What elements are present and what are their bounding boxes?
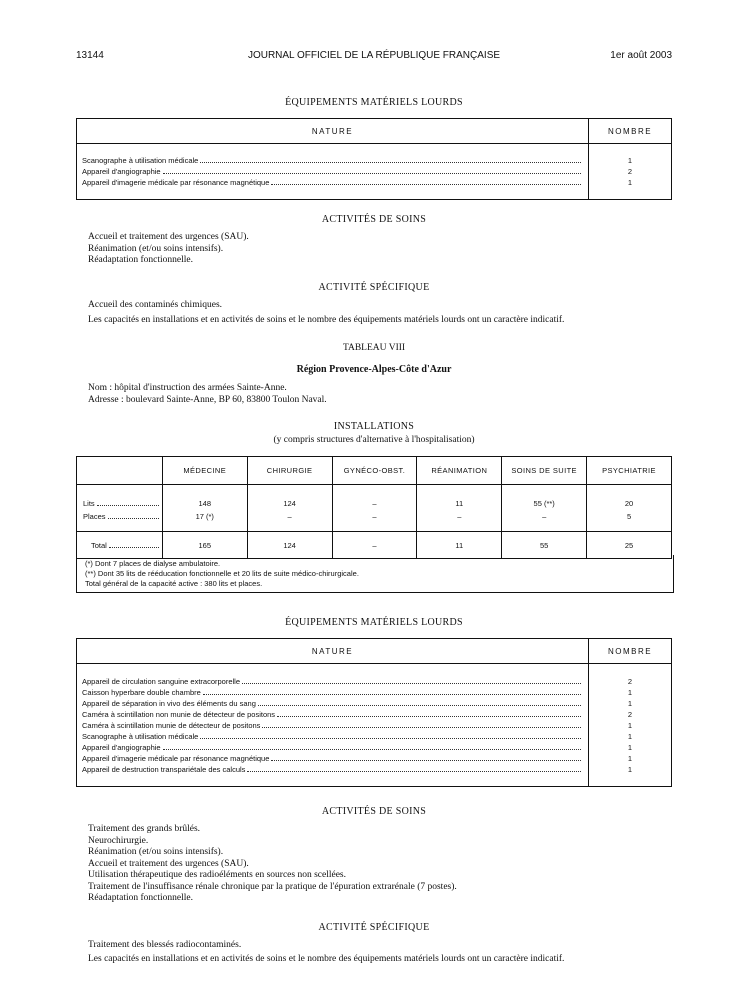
table-row [77, 764, 672, 775]
equipment-count: 1 [627, 688, 633, 697]
equipment-label: Caméra à scintillation munie de détecteur de positons [82, 721, 261, 730]
equipment-label: Scanographe à utilisation médicale [82, 156, 199, 165]
list-item: Traitement de l'insuffisance rénale chronique par la pratique de l'épuration extrarénale (7 postes). [88, 881, 457, 892]
table-cell: 17 (*) [162, 510, 247, 523]
list-item: Réadaptation fonctionnelle. [88, 893, 193, 903]
table-cell: 20 [624, 499, 634, 508]
table-row [77, 177, 672, 188]
issue-date: 1er août 2003 [610, 50, 672, 61]
equipment-count: 1 [627, 699, 633, 708]
list-item: Réanimation (et/ou soins intensifs). [88, 847, 224, 857]
equipment-count: 1 [627, 754, 633, 763]
equipment-label: Appareil d'imagerie médicale par résonance magnétique [82, 178, 270, 187]
capacities-note-1: Les capacités en installations et en activités de soins et le nombre des équipements matériels lourds ont un caractère indicatif. [88, 315, 565, 325]
equipment-label: Appareil de séparation in vivo des éléments du sang [82, 699, 256, 708]
corner-cell [77, 457, 163, 485]
installations-title: INSTALLATIONS [333, 421, 415, 432]
column-header: SOINS DE SUITE [502, 457, 587, 485]
table-row [77, 510, 672, 523]
column-header: MÉDECINE [162, 457, 247, 485]
specific-activity-title-2: ACTIVITÉ SPÉCIFIQUE [318, 922, 430, 933]
column-header: RÉANIMATION [417, 457, 502, 485]
table-cell: – [247, 510, 332, 523]
equipment-count: 2 [627, 677, 633, 686]
capacities-note-2: Les capacités en installations et en activités de soins et le nombre des équipements matériels lourds ont un caractère indicatif. [88, 954, 565, 964]
row-label: Places [83, 512, 106, 521]
table-row [77, 676, 672, 687]
table-cell: – [417, 510, 502, 523]
column-header: CHIRURGIE [247, 457, 332, 485]
table-cell: 11 [417, 497, 502, 510]
column-header: PSYCHIATRIE [587, 457, 672, 485]
footnote: (**) Dont 35 lits de rééducation fonctionnelle et 20 lits de suite médico-chirurgicale. [85, 569, 359, 578]
care-activities-list-2 [88, 824, 457, 905]
list-item: Neurochirurgie. [88, 835, 149, 846]
equipment-table-2 [76, 638, 672, 787]
equipment-table-1 [76, 118, 672, 200]
table-row [77, 753, 672, 764]
installations-table [76, 456, 672, 559]
table-cell: 148 [162, 497, 247, 510]
table-row [77, 166, 672, 177]
equipment-count: 1 [627, 732, 633, 741]
equipment-label: Caisson hyperbare double chambre [82, 688, 201, 697]
column-header-nombre: NOMBRE [589, 119, 672, 144]
care-activities-title-2: ACTIVITÉS DE SOINS [321, 806, 427, 817]
list-item: Réadaptation fonctionnelle. [88, 255, 193, 265]
column-header: GYNÉCO-OBST. [332, 457, 417, 485]
table-row [77, 497, 672, 510]
table-row [77, 698, 672, 709]
equipment-count: 1 [627, 156, 633, 165]
list-item: Réanimation (et/ou soins intensifs). [88, 243, 224, 254]
footnote: Total général de la capacité active : 380 lits et places. [85, 579, 263, 588]
equipment-label: Scanographe à utilisation médicale [82, 732, 199, 741]
footnote: (*) Dont 7 places de dialyse ambulatoire. [85, 559, 221, 568]
table-row [77, 709, 672, 720]
journal-title: JOURNAL OFFICIEL DE LA RÉPUBLIQUE FRANÇAISE [247, 50, 501, 61]
column-header-nature: NATURE [77, 639, 589, 664]
list-item: Utilisation thérapeutique des radioéléments en sources non scellées. [88, 870, 347, 880]
table-cell: 165 [162, 532, 247, 559]
equipment-count: 1 [627, 721, 633, 730]
equipment-count: 1 [627, 765, 633, 774]
equipment-title-1: ÉQUIPEMENTS MATÉRIELS LOURDS [285, 97, 463, 108]
table-cell: 25 [587, 532, 672, 559]
list-item: Accueil et traitement des urgences (SAU). [88, 858, 249, 869]
table-cell: 124 [247, 497, 332, 510]
hospital-name: Nom : hôpital d'instruction des armées Sainte-Anne. [88, 383, 287, 393]
region-title: Région Provence-Alpes-Côte d'Azur [296, 364, 452, 375]
equipment-title-2: ÉQUIPEMENTS MATÉRIELS LOURDS [285, 617, 463, 628]
page-number: 13144 [76, 50, 104, 61]
equipment-label: Appareil d'imagerie médicale par résonance magnétique [82, 754, 270, 763]
table-cell: 11 [417, 532, 502, 559]
installations-subtitle: (y compris structures d'alternative à l'hospitalisation) [273, 435, 475, 445]
equipment-label: Appareil d'angiographie [82, 743, 161, 752]
column-header-nature: NATURE [77, 119, 589, 144]
equipment-count: 1 [627, 743, 633, 752]
specific-activity-1: Accueil des contaminés chimiques. [88, 300, 223, 310]
table-cell: 124 [247, 532, 332, 559]
equipment-label: Appareil de destruction transpariétale des calculs [82, 765, 246, 774]
table-cell: 5 [626, 512, 632, 521]
table-cell: – [332, 497, 417, 510]
table-cell: 55 [502, 532, 587, 559]
table-row [77, 720, 672, 731]
row-label: Lits [83, 499, 95, 508]
equipment-count: 2 [627, 167, 633, 176]
table-row [77, 155, 672, 166]
list-item: Accueil et traitement des urgences (SAU). [88, 232, 249, 242]
specific-activity-2: Traitement des blessés radiocontaminés. [88, 940, 242, 950]
equipment-count: 1 [627, 178, 633, 187]
column-header-nombre: NOMBRE [589, 639, 672, 664]
equipment-label: Appareil de circulation sanguine extracorporelle [82, 677, 241, 686]
installations-notes [76, 555, 674, 593]
row-label: Total [91, 540, 107, 550]
table-cell: 55 (**) [502, 497, 587, 510]
list-item: Traitement des grands brûlés. [88, 824, 201, 834]
equipment-label: Caméra à scintillation non munie de détecteur de positons [82, 710, 276, 719]
table-cell: – [332, 510, 417, 523]
table-row [77, 731, 672, 742]
care-activities-list-1 [88, 232, 249, 267]
care-activities-title-1: ACTIVITÉS DE SOINS [321, 214, 427, 225]
table-number-title: TABLEAU VIII [342, 343, 406, 353]
equipment-label: Appareil d'angiographie [82, 167, 161, 176]
specific-activity-title-1: ACTIVITÉ SPÉCIFIQUE [318, 282, 430, 293]
table-row [77, 742, 672, 753]
equipment-count: 2 [627, 710, 633, 719]
table-cell: – [332, 532, 417, 559]
table-cell: – [502, 510, 587, 523]
table-row [77, 687, 672, 698]
hospital-address: Adresse : boulevard Sainte-Anne, BP 60, 83800 Toulon Naval. [88, 395, 327, 405]
